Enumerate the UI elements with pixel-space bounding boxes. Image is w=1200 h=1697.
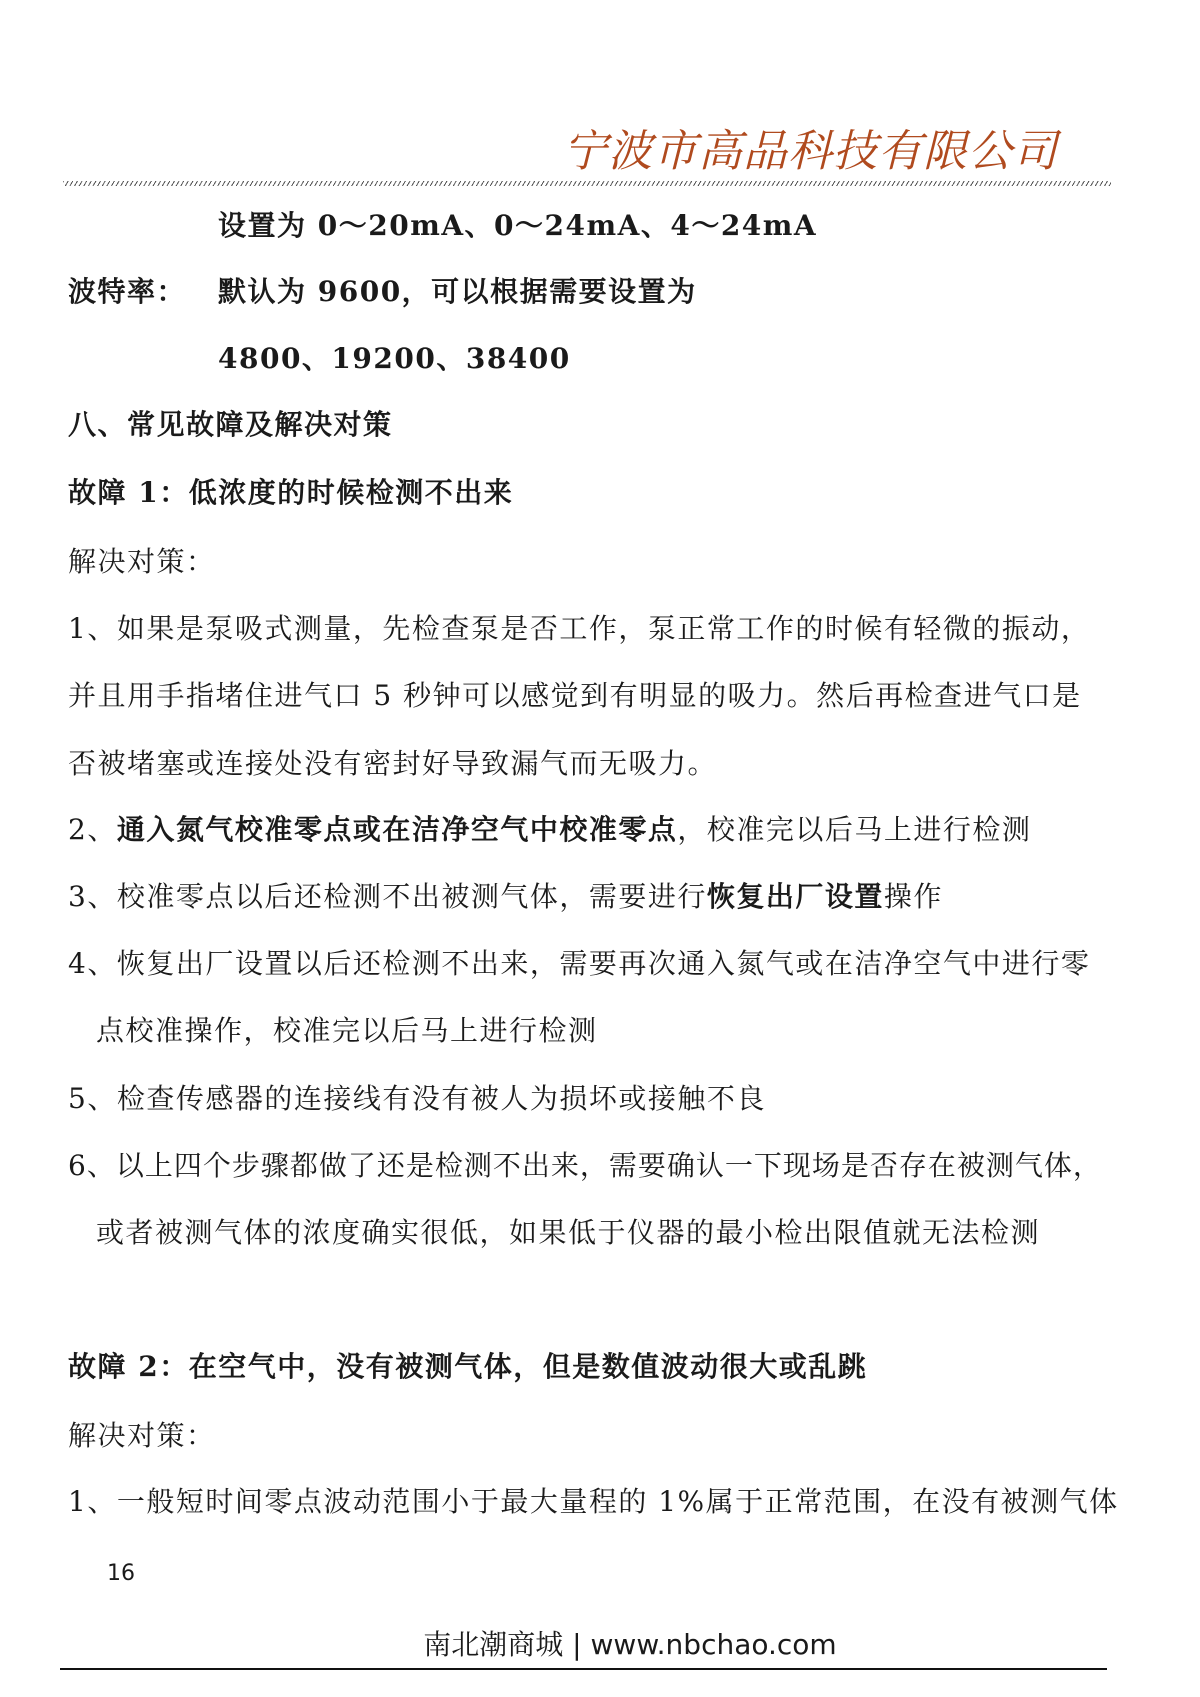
step2-prefix: 2、 [68,813,117,846]
fault1-step1-line: 否被堵塞或连接处没有密封好导致漏气而无吸力。 [68,747,718,780]
fault2-step1-line: 1、一般短时间零点波动范围小于最大量程的 1%属于正常范围，在没有被测气体 [68,1485,1119,1518]
step2-emphasis: 通入氮气校准零点或在洁净空气中校准零点 [116,813,678,846]
fault1-step6-line: 或者被测气体的浓度确实很低，如果低于仪器的最小检出限值就无法检测 [96,1216,1041,1249]
step3-suffix: 操作 [883,880,943,913]
header-divider [63,181,1111,186]
fault1-step4-line: 点校准操作，校准完以后马上进行检测 [96,1014,598,1047]
step3-prefix: 3、校准零点以后还检测不出被测气体，需要进行 [68,880,707,913]
fault1-solution-label: 解决对策： [68,545,216,578]
fault1-step4-line: 4、恢复出厂设置以后还检测不出来，需要再次通入氮气或在洁净空气中进行零 [68,947,1091,980]
fault1-step6-line: 6、以上四个步骤都做了还是检测不出来，需要确认一下现场是否存在被测气体， [68,1149,1102,1182]
fault1-step1-line: 并且用手指堵住进气口 5 秒钟可以感觉到有明显的吸力。然后再检查进气口是 [68,679,1082,712]
fault1-step1-line: 1、如果是泵吸式测量，先检查泵是否工作，泵正常工作的时候有轻微的振动， [68,612,1091,645]
fault2-title: 故障 2：在空气中，没有被测气体，但是数值波动很大或乱跳 [68,1350,868,1383]
section-title: 八、常见故障及解决对策 [68,408,393,441]
fault1-title: 故障 1：低浓度的时候检测不出来 [68,476,514,509]
fault1-step5: 5、检查传感器的连接线有没有被人为损坏或接触不良 [68,1082,766,1115]
step3-emphasis: 恢复出厂设置 [706,880,884,913]
baud-rate-default: 默认为 9600，可以根据需要设置为 [218,275,697,308]
footer-divider [60,1668,1107,1670]
baud-rate-label: 波特率： [68,275,187,308]
baud-rate-options: 4800、19200、38400 [218,342,571,375]
fault1-step2 [68,812,1031,848]
footer-site: 南北潮商城 | www.nbchao.com [423,1628,837,1661]
step2-suffix: ，校准完以后马上进行检测 [677,813,1032,846]
company-name: 宁波市高品科技有限公司 [563,126,1058,177]
fault2-solution-label: 解决对策： [68,1419,216,1452]
fault1-step3 [68,879,943,915]
page-number: 16 [107,1561,135,1586]
output-range-line: 设置为 0～20mA、0～24mA、4～24mA [218,209,818,242]
